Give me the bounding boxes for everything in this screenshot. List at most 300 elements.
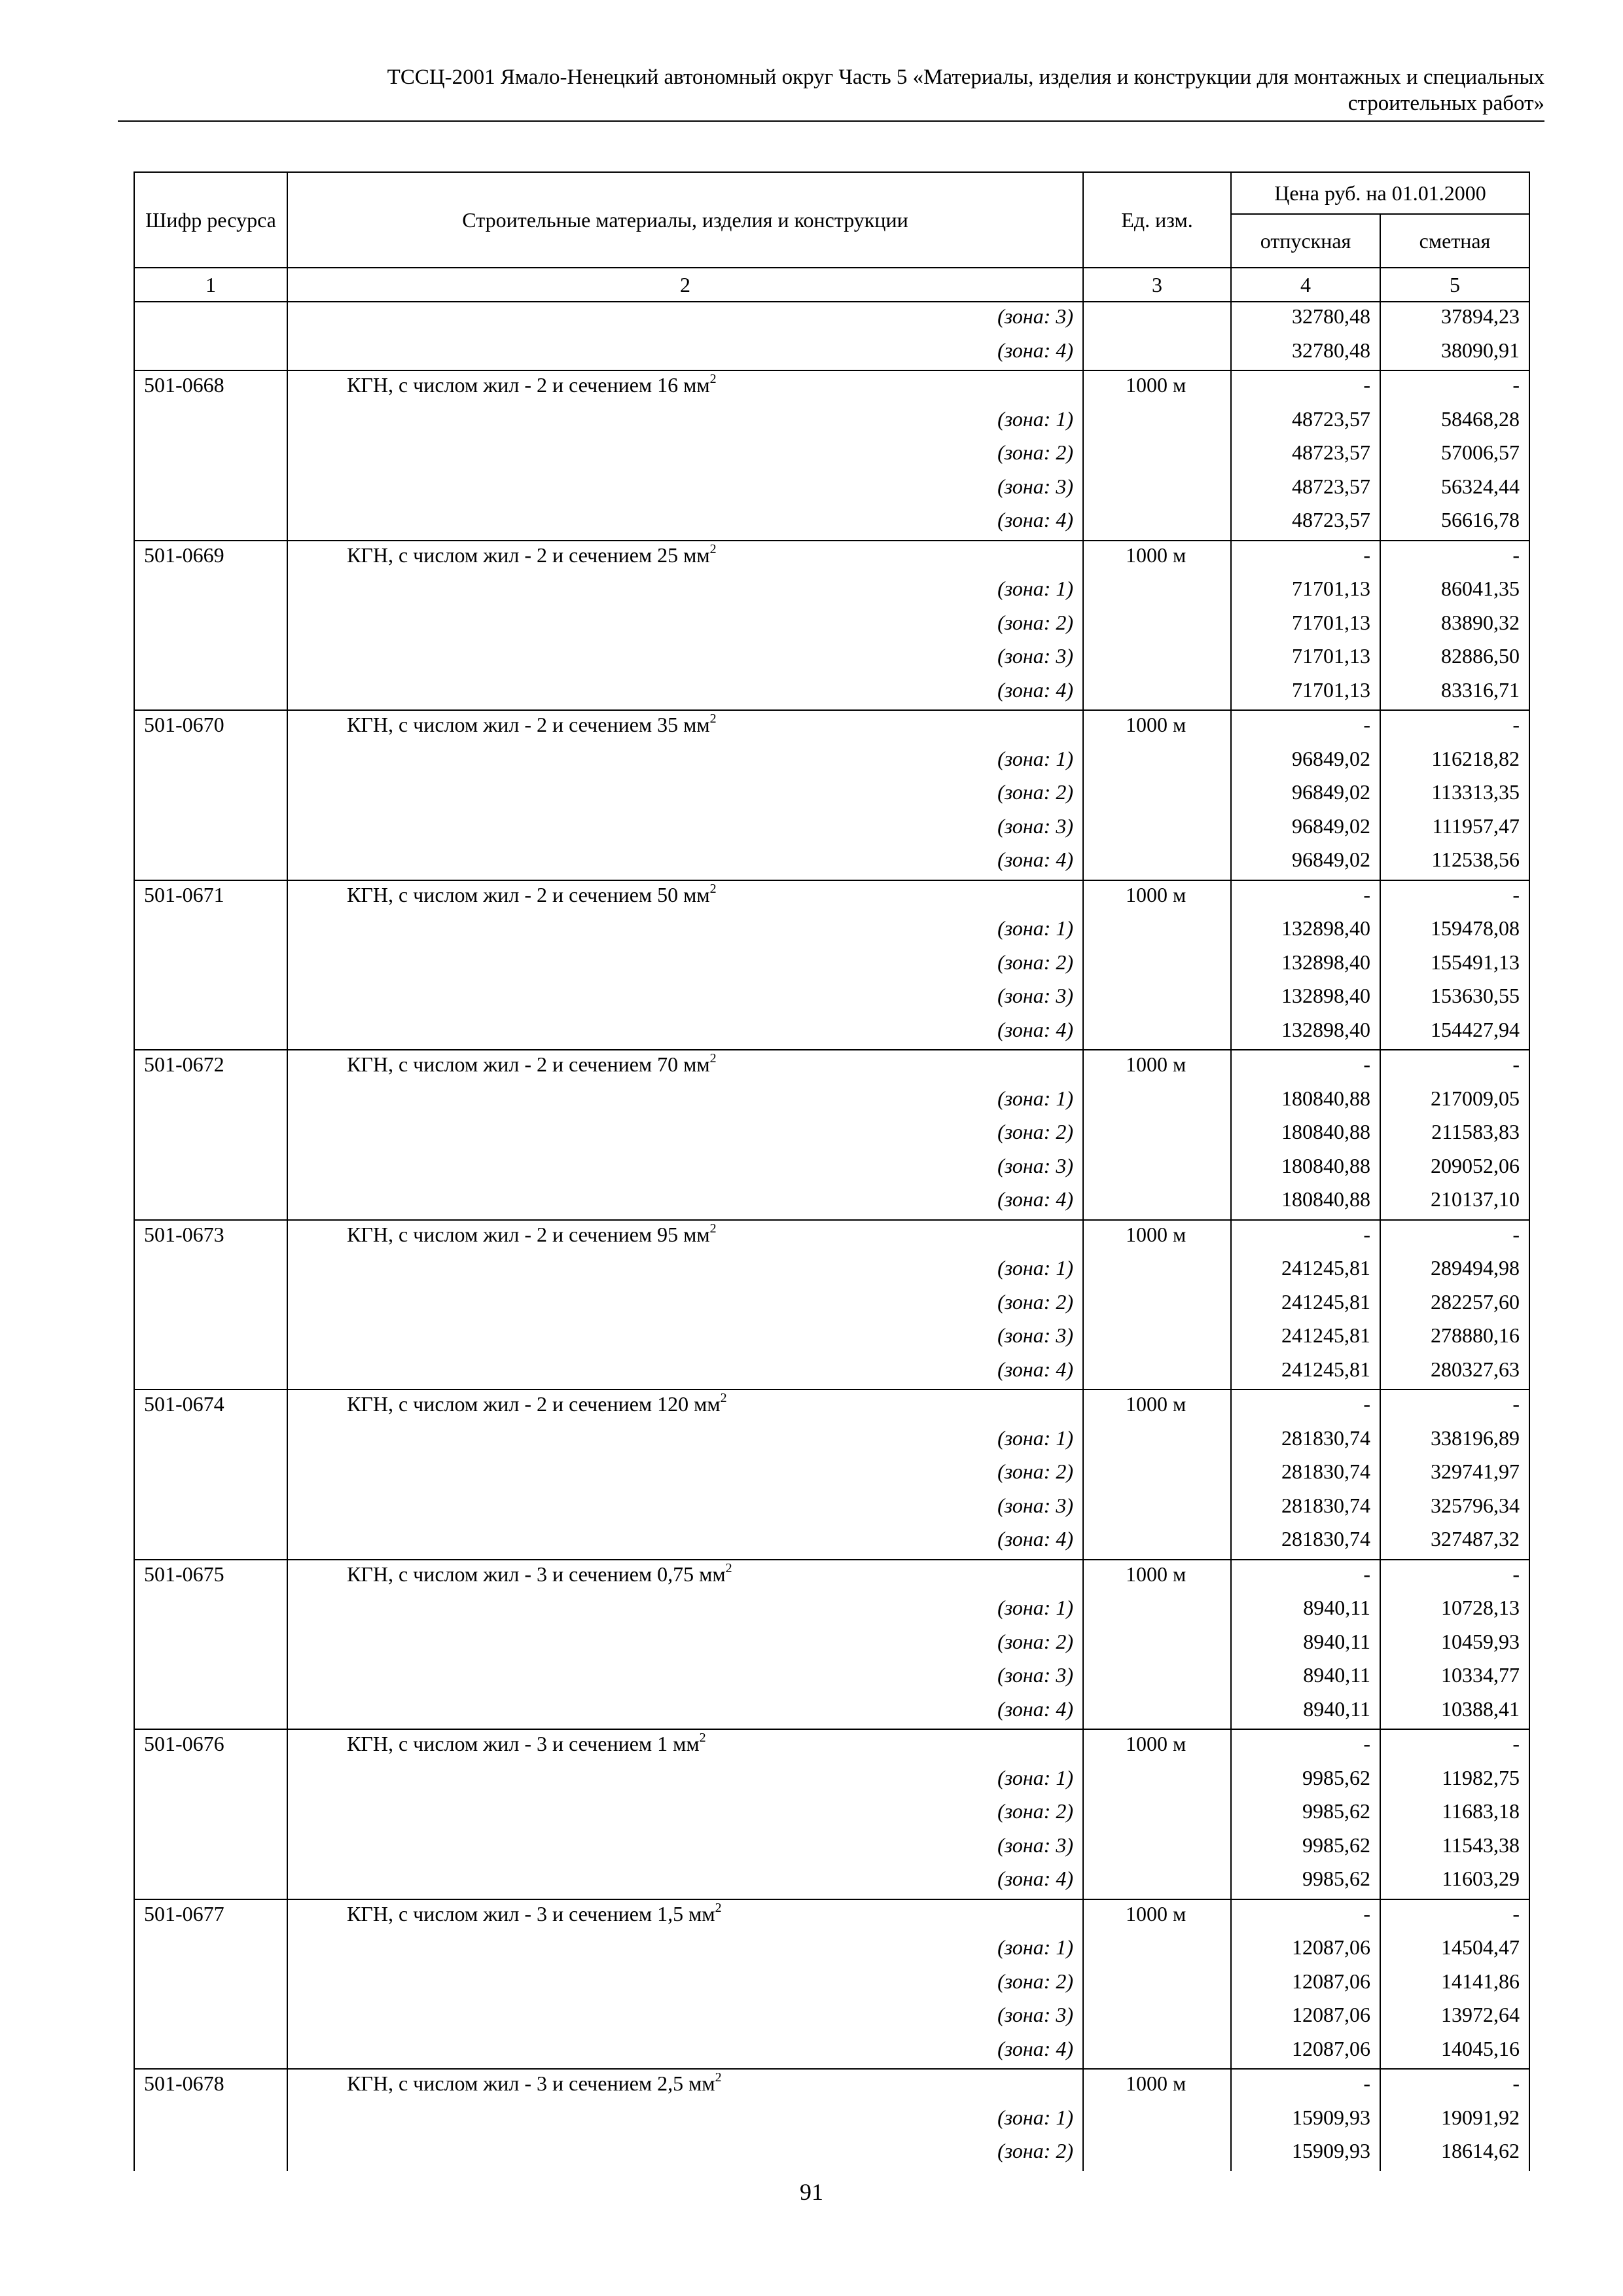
zone-label: (зона: 3) xyxy=(287,1321,1083,1355)
release-price: 8940,11 xyxy=(1231,1661,1380,1695)
zone-row xyxy=(134,1118,1529,1152)
unit-of-measure: 1000 м xyxy=(1083,1390,1231,1424)
superscript-2: 2 xyxy=(715,2070,722,2085)
empty-cell xyxy=(1083,676,1231,711)
release-price: 9985,62 xyxy=(1231,1831,1380,1865)
empty-cell xyxy=(134,506,287,541)
estimate-price: 57006,57 xyxy=(1380,439,1529,473)
estimate-price: 10388,41 xyxy=(1380,1695,1529,1730)
empty-cell xyxy=(134,2001,287,2035)
zone-label: (зона: 2) xyxy=(287,1797,1083,1831)
zone-row xyxy=(134,575,1529,609)
zone-label: (зона: 3) xyxy=(287,473,1083,507)
zone-row xyxy=(134,609,1529,643)
empty-cell xyxy=(1083,982,1231,1016)
estimate-price: - xyxy=(1380,370,1529,405)
zone-row xyxy=(134,846,1529,880)
unit-of-measure: 1000 м xyxy=(1083,2069,1231,2104)
estimate-price: 278880,16 xyxy=(1380,1321,1529,1355)
empty-cell xyxy=(1083,473,1231,507)
estimate-price: 282257,60 xyxy=(1380,1288,1529,1322)
empty-cell xyxy=(134,1628,287,1662)
column-number: 1 xyxy=(134,268,287,302)
empty-cell xyxy=(1083,1525,1231,1560)
unit-of-measure: 1000 м xyxy=(1083,1220,1231,1255)
release-price: - xyxy=(1231,1560,1380,1594)
zone-row xyxy=(134,676,1529,711)
empty-cell xyxy=(134,1321,287,1355)
material-name-text: КГН, с числом жил - 3 и сечением 1 мм xyxy=(347,1732,700,1755)
empty-cell xyxy=(134,405,287,439)
release-price: 180840,88 xyxy=(1231,1085,1380,1119)
estimate-price: 10459,93 xyxy=(1380,1628,1529,1662)
zone-row xyxy=(134,948,1529,982)
release-price: 241245,81 xyxy=(1231,1254,1380,1288)
zone-label: (зона: 1) xyxy=(287,914,1083,948)
empty-cell xyxy=(134,1661,287,1695)
empty-cell xyxy=(134,778,287,812)
empty-cell xyxy=(1083,2104,1231,2138)
empty-cell xyxy=(1083,1424,1231,1458)
table-row xyxy=(134,1220,1529,1255)
zone-row xyxy=(134,1764,1529,1798)
zone-label: (зона: 1) xyxy=(287,1933,1083,1967)
zone-label: (зона: 2) xyxy=(287,439,1083,473)
estimate-price: 11683,18 xyxy=(1380,1797,1529,1831)
empty-cell xyxy=(134,2104,287,2138)
zone-row xyxy=(134,1458,1529,1492)
empty-cell xyxy=(134,575,287,609)
zone-row xyxy=(134,982,1529,1016)
empty-cell xyxy=(134,676,287,711)
release-price: 48723,57 xyxy=(1231,506,1380,541)
empty-cell xyxy=(1083,1933,1231,1967)
superscript-2: 2 xyxy=(699,1731,706,1745)
table-row xyxy=(134,541,1529,575)
header-rule xyxy=(118,120,1544,122)
page-number: 91 xyxy=(800,2179,823,2205)
zone-row xyxy=(134,1152,1529,1186)
empty-cell xyxy=(1083,1458,1231,1492)
release-price: 241245,81 xyxy=(1231,1355,1380,1390)
unit-of-measure: 1000 м xyxy=(1083,1729,1231,1764)
material-name xyxy=(287,710,1083,745)
zone-row xyxy=(134,1525,1529,1560)
zone-row xyxy=(134,1594,1529,1628)
zone-label: (зона: 2) xyxy=(287,1967,1083,2001)
empty-cell xyxy=(1083,846,1231,880)
empty-cell xyxy=(1083,745,1231,779)
zone-label: (зона: 2) xyxy=(287,948,1083,982)
column-number: 5 xyxy=(1380,268,1529,302)
zone-label: (зона: 2) xyxy=(287,1118,1083,1152)
release-price: 96849,02 xyxy=(1231,778,1380,812)
estimate-price: 18614,62 xyxy=(1380,2137,1529,2171)
release-price: 71701,13 xyxy=(1231,676,1380,711)
table-row xyxy=(134,1729,1529,1764)
empty-cell xyxy=(134,948,287,982)
resource-code: 501-0676 xyxy=(134,1729,287,1764)
release-price: 281830,74 xyxy=(1231,1424,1380,1458)
release-price: 71701,13 xyxy=(1231,575,1380,609)
zone-label: (зона: 4) xyxy=(287,1525,1083,1560)
material-name-text: КГН, с числом жил - 3 и сечением 2,5 мм xyxy=(347,2072,715,2095)
superscript-2: 2 xyxy=(709,711,717,726)
table-body xyxy=(134,302,1529,2171)
zone-row xyxy=(134,1492,1529,1526)
release-price: 12087,06 xyxy=(1231,1933,1380,1967)
zone-row xyxy=(134,1288,1529,1322)
zone-row xyxy=(134,1967,1529,2001)
zone-row xyxy=(134,1424,1529,1458)
empty-cell xyxy=(1083,302,1231,336)
release-price: 241245,81 xyxy=(1231,1321,1380,1355)
zone-row xyxy=(134,302,1529,336)
zone-row xyxy=(134,405,1529,439)
zone-row xyxy=(134,745,1529,779)
empty-cell xyxy=(1083,914,1231,948)
estimate-price: 211583,83 xyxy=(1380,1118,1529,1152)
release-price: 9985,62 xyxy=(1231,1797,1380,1831)
estimate-price: 327487,32 xyxy=(1380,1525,1529,1560)
zone-label: (зона: 3) xyxy=(287,1831,1083,1865)
running-header xyxy=(118,64,1544,117)
empty-cell xyxy=(1083,1594,1231,1628)
estimate-price: - xyxy=(1380,541,1529,575)
empty-cell xyxy=(134,1355,287,1390)
estimate-price: 112538,56 xyxy=(1380,846,1529,880)
zone-label: (зона: 4) xyxy=(287,336,1083,371)
zone-row xyxy=(134,1016,1529,1050)
zone-label: (зона: 4) xyxy=(287,846,1083,880)
zone-label: (зона: 3) xyxy=(287,1152,1083,1186)
empty-cell xyxy=(134,1967,287,2001)
material-name xyxy=(287,1729,1083,1764)
material-name-text: КГН, с числом жил - 3 и сечением 1,5 мм xyxy=(347,1901,715,1926)
header-name: Строительные материалы, изделия и конструкции xyxy=(287,172,1083,268)
estimate-price: 11603,29 xyxy=(1380,1865,1529,1899)
release-price: 32780,48 xyxy=(1231,302,1380,336)
material-name xyxy=(287,2069,1083,2104)
estimate-price: 11543,38 xyxy=(1380,1831,1529,1865)
unit-of-measure: 1000 м xyxy=(1083,370,1231,405)
release-price: 32780,48 xyxy=(1231,336,1380,371)
zone-row xyxy=(134,473,1529,507)
zone-label: (зона: 2) xyxy=(287,778,1083,812)
zone-row xyxy=(134,642,1529,676)
zone-label: (зона: 4) xyxy=(287,676,1083,711)
empty-cell xyxy=(1083,642,1231,676)
zone-label: (зона: 3) xyxy=(287,982,1083,1016)
empty-cell xyxy=(1083,609,1231,643)
release-price: 71701,13 xyxy=(1231,642,1380,676)
estimate-price: 116218,82 xyxy=(1380,745,1529,779)
unit-of-measure: 1000 м xyxy=(1083,1050,1231,1085)
release-price: 15909,93 xyxy=(1231,2137,1380,2171)
empty-cell xyxy=(134,609,287,643)
empty-cell xyxy=(134,2137,287,2171)
empty-cell xyxy=(1083,1355,1231,1390)
empty-cell xyxy=(134,1933,287,1967)
unit-of-measure: 1000 м xyxy=(1083,880,1231,915)
zone-row xyxy=(134,506,1529,541)
empty-cell xyxy=(134,473,287,507)
superscript-2: 2 xyxy=(725,1560,732,1575)
estimate-price: 13972,64 xyxy=(1380,2001,1529,2035)
zone-row xyxy=(134,336,1529,371)
release-price: - xyxy=(1231,1729,1380,1764)
estimate-price: - xyxy=(1380,2069,1529,2104)
material-name xyxy=(287,1050,1083,1085)
release-price: 8940,11 xyxy=(1231,1695,1380,1730)
superscript-2: 2 xyxy=(720,1391,727,1405)
superscript-2: 2 xyxy=(709,881,717,896)
estimate-price: 83890,32 xyxy=(1380,609,1529,643)
estimate-price: - xyxy=(1380,1899,1529,1934)
empty-cell xyxy=(134,1085,287,1119)
release-price: 12087,06 xyxy=(1231,2001,1380,2035)
empty-cell xyxy=(1083,1865,1231,1899)
empty-cell xyxy=(1083,778,1231,812)
material-name xyxy=(287,541,1083,575)
empty-cell xyxy=(134,982,287,1016)
empty-cell xyxy=(1083,1321,1231,1355)
estimate-price: 289494,98 xyxy=(1380,1254,1529,1288)
superscript-2: 2 xyxy=(715,1900,722,1915)
empty-cell xyxy=(1083,1152,1231,1186)
release-price: 132898,40 xyxy=(1231,1016,1380,1050)
release-price: 9985,62 xyxy=(1231,1865,1380,1899)
resource-code: 501-0678 xyxy=(134,2069,287,2104)
release-price: 96849,02 xyxy=(1231,846,1380,880)
release-price: 281830,74 xyxy=(1231,1525,1380,1560)
zone-row xyxy=(134,1933,1529,1967)
estimate-price: 56324,44 xyxy=(1380,473,1529,507)
estimate-price: - xyxy=(1380,880,1529,915)
zone-row xyxy=(134,778,1529,812)
header-code: Шифр ресурса xyxy=(134,172,287,268)
resource-code: 501-0675 xyxy=(134,1560,287,1594)
header-release: отпускная xyxy=(1231,214,1380,268)
zone-label: (зона: 2) xyxy=(287,1628,1083,1662)
empty-cell xyxy=(134,1594,287,1628)
release-price: 180840,88 xyxy=(1231,1118,1380,1152)
zone-label: (зона: 1) xyxy=(287,1254,1083,1288)
release-price: - xyxy=(1231,2069,1380,2104)
estimate-price: 19091,92 xyxy=(1380,2104,1529,2138)
empty-cell xyxy=(1083,1695,1231,1730)
table-row xyxy=(134,1560,1529,1594)
empty-cell xyxy=(1083,1628,1231,1662)
estimate-price: - xyxy=(1380,710,1529,745)
zone-row xyxy=(134,1355,1529,1390)
zone-row xyxy=(134,2035,1529,2070)
estimate-price: 14045,16 xyxy=(1380,2035,1529,2070)
header-line-1: ТССЦ-2001 Ямало-Ненецкий автономный округ Часть 5 «Материалы, изделия и конструкции для монтажных и специальных xyxy=(387,65,1544,89)
zone-label: (зона: 4) xyxy=(287,506,1083,541)
estimate-price: 58468,28 xyxy=(1380,405,1529,439)
zone-label: (зона: 4) xyxy=(287,1355,1083,1390)
zone-label: (зона: 2) xyxy=(287,2137,1083,2171)
header-estimate: сметная xyxy=(1380,214,1529,268)
empty-cell xyxy=(134,914,287,948)
zone-label: (зона: 4) xyxy=(287,1185,1083,1220)
release-price: 180840,88 xyxy=(1231,1152,1380,1186)
empty-cell xyxy=(134,745,287,779)
column-number: 3 xyxy=(1083,268,1231,302)
zone-row xyxy=(134,914,1529,948)
material-name xyxy=(287,880,1083,915)
resource-code: 501-0669 xyxy=(134,541,287,575)
material-name xyxy=(287,1899,1083,1934)
release-price: 15909,93 xyxy=(1231,2104,1380,2138)
estimate-price: 159478,08 xyxy=(1380,914,1529,948)
estimate-price: 38090,91 xyxy=(1380,336,1529,371)
superscript-2: 2 xyxy=(709,541,717,556)
header-price-group: Цена руб. на 01.01.2000 xyxy=(1231,172,1529,214)
material-name xyxy=(287,1220,1083,1255)
estimate-price: 10334,77 xyxy=(1380,1661,1529,1695)
resource-code: 501-0670 xyxy=(134,710,287,745)
release-price: 8940,11 xyxy=(1231,1594,1380,1628)
release-price: 9985,62 xyxy=(1231,1764,1380,1798)
empty-cell xyxy=(1083,1254,1231,1288)
empty-cell xyxy=(134,1458,287,1492)
empty-cell xyxy=(134,1185,287,1220)
estimate-price: 56616,78 xyxy=(1380,506,1529,541)
release-price: - xyxy=(1231,1050,1380,1085)
zone-label: (зона: 4) xyxy=(287,1865,1083,1899)
release-price: 8940,11 xyxy=(1231,1628,1380,1662)
empty-cell xyxy=(1083,1492,1231,1526)
empty-cell xyxy=(1083,2001,1231,2035)
empty-cell xyxy=(134,642,287,676)
release-price: 48723,57 xyxy=(1231,473,1380,507)
release-price: - xyxy=(1231,1220,1380,1255)
header-unit: Ед. изм. xyxy=(1083,172,1231,268)
table-row xyxy=(134,370,1529,405)
estimate-price: 280327,63 xyxy=(1380,1355,1529,1390)
zone-label: (зона: 1) xyxy=(287,1764,1083,1798)
zone-label: (зона: 3) xyxy=(287,302,1083,336)
zone-label: (зона: 4) xyxy=(287,1695,1083,1730)
empty-cell xyxy=(1083,812,1231,846)
empty-cell xyxy=(1083,948,1231,982)
zone-label: (зона: 2) xyxy=(287,1288,1083,1322)
release-price: - xyxy=(1231,1899,1380,1934)
zone-row xyxy=(134,1831,1529,1865)
header-line-2: строительных работ» xyxy=(1347,92,1544,115)
empty-cell xyxy=(134,812,287,846)
estimate-price: - xyxy=(1380,1560,1529,1594)
empty-cell xyxy=(1083,1764,1231,1798)
material-name-text: КГН, с числом жил - 2 и сечением 50 мм xyxy=(347,882,710,906)
estimate-price: 14141,86 xyxy=(1380,1967,1529,2001)
table-row xyxy=(134,880,1529,915)
zone-row xyxy=(134,2137,1529,2171)
zone-label: (зона: 1) xyxy=(287,2104,1083,2138)
empty-cell xyxy=(1083,336,1231,371)
empty-cell xyxy=(134,1865,287,1899)
zone-label: (зона: 2) xyxy=(287,609,1083,643)
zone-label: (зона: 1) xyxy=(287,1085,1083,1119)
estimate-price: 82886,50 xyxy=(1380,642,1529,676)
unit-of-measure: 1000 м xyxy=(1083,1560,1231,1594)
empty-cell xyxy=(1083,1831,1231,1865)
empty-cell xyxy=(134,846,287,880)
release-price: 132898,40 xyxy=(1231,914,1380,948)
table-row xyxy=(134,1899,1529,1934)
zone-label: (зона: 3) xyxy=(287,1661,1083,1695)
release-price: 132898,40 xyxy=(1231,982,1380,1016)
zone-row xyxy=(134,439,1529,473)
zone-row xyxy=(134,1797,1529,1831)
table-row xyxy=(134,2069,1529,2104)
release-price: - xyxy=(1231,370,1380,405)
table-row xyxy=(134,1390,1529,1424)
superscript-2: 2 xyxy=(709,372,717,386)
release-price: 12087,06 xyxy=(1231,1967,1380,2001)
empty-cell xyxy=(1083,2137,1231,2171)
estimate-price: 11982,75 xyxy=(1380,1764,1529,1798)
release-price: - xyxy=(1231,1390,1380,1424)
empty-cell xyxy=(1083,1661,1231,1695)
zone-row xyxy=(134,1661,1529,1695)
zone-row xyxy=(134,1628,1529,1662)
zone-label: (зона: 3) xyxy=(287,812,1083,846)
empty-cell xyxy=(1083,1797,1231,1831)
zone-row xyxy=(134,1321,1529,1355)
column-number: 4 xyxy=(1231,268,1380,302)
release-price: 96849,02 xyxy=(1231,745,1380,779)
empty-cell xyxy=(1083,1085,1231,1119)
estimate-price: - xyxy=(1380,1220,1529,1255)
empty-cell xyxy=(1083,1288,1231,1322)
estimate-price: 217009,05 xyxy=(1380,1085,1529,1119)
estimate-price: 154427,94 xyxy=(1380,1016,1529,1050)
empty-cell xyxy=(134,1797,287,1831)
price-table xyxy=(134,171,1530,2171)
empty-cell xyxy=(134,1831,287,1865)
release-price: 96849,02 xyxy=(1231,812,1380,846)
resource-code: 501-0668 xyxy=(134,370,287,405)
empty-cell xyxy=(134,1152,287,1186)
zone-label: (зона: 1) xyxy=(287,745,1083,779)
estimate-price: - xyxy=(1380,1390,1529,1424)
empty-cell xyxy=(134,336,287,371)
empty-cell xyxy=(1083,1967,1231,2001)
empty-cell xyxy=(1083,1016,1231,1050)
material-name-text: КГН, с числом жил - 2 и сечением 120 мм xyxy=(347,1392,721,1416)
empty-cell xyxy=(134,1695,287,1730)
material-name-text: КГН, с числом жил - 2 и сечением 70 мм xyxy=(347,1052,710,1076)
empty-cell xyxy=(134,1288,287,1322)
zone-label: (зона: 2) xyxy=(287,1458,1083,1492)
table-row xyxy=(134,710,1529,745)
zone-row xyxy=(134,1865,1529,1899)
release-price: 71701,13 xyxy=(1231,609,1380,643)
empty-cell xyxy=(134,1118,287,1152)
material-name-text: КГН, с числом жил - 3 и сечением 0,75 мм xyxy=(347,1562,726,1586)
unit-of-measure: 1000 м xyxy=(1083,710,1231,745)
superscript-2: 2 xyxy=(709,1051,717,1066)
empty-cell xyxy=(1083,405,1231,439)
unit-of-measure: 1000 м xyxy=(1083,541,1231,575)
resource-code: 501-0671 xyxy=(134,880,287,915)
material-name xyxy=(287,1390,1083,1424)
estimate-price: 338196,89 xyxy=(1380,1424,1529,1458)
zone-row xyxy=(134,812,1529,846)
